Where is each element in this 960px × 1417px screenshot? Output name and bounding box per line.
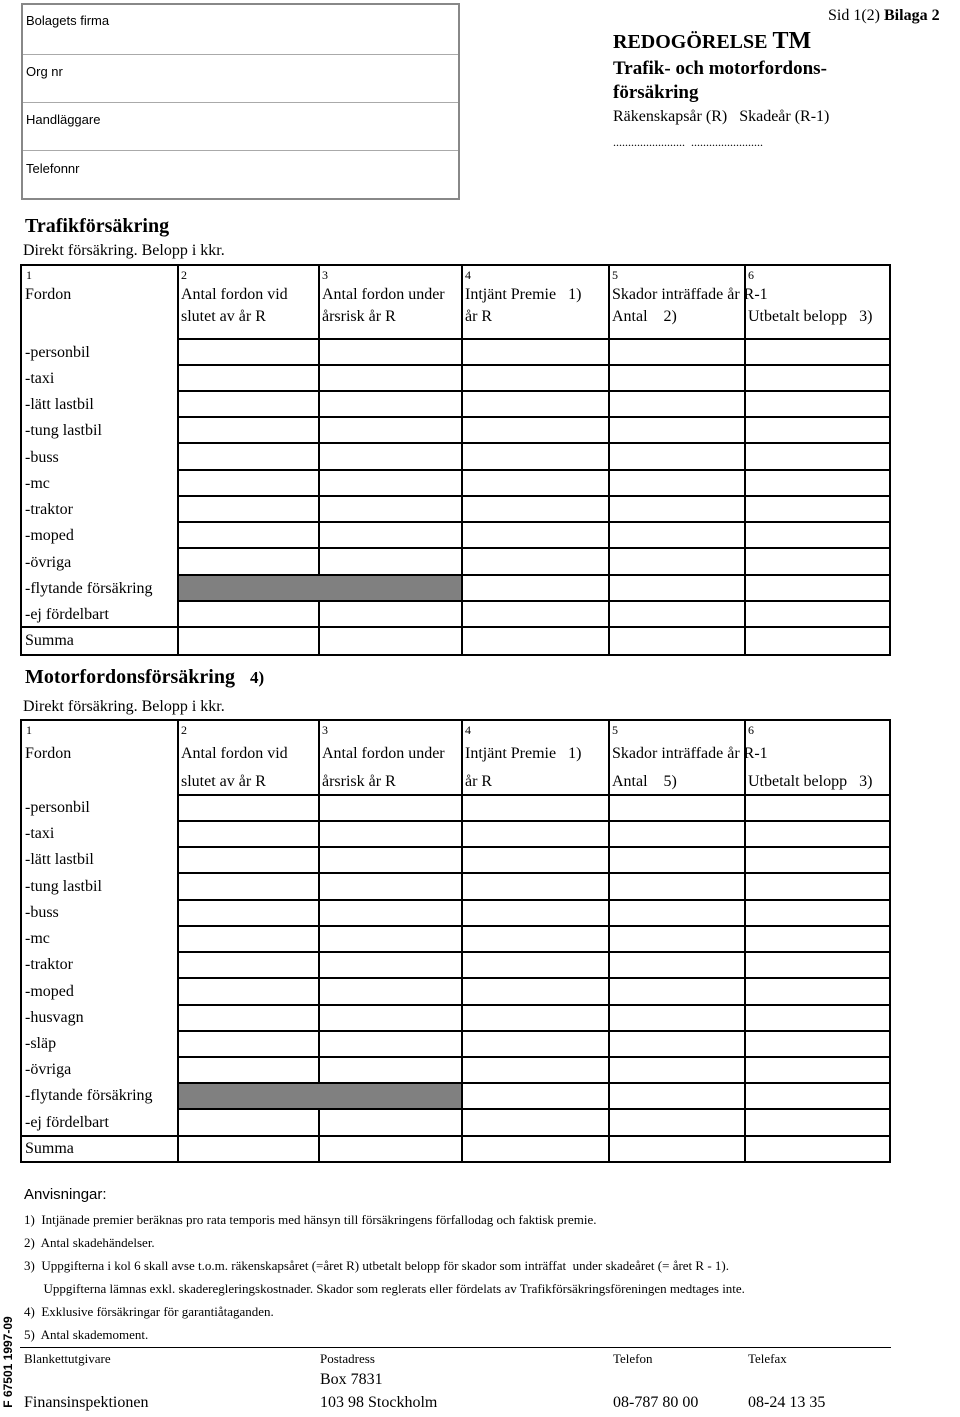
row-label-summa: Summa (25, 632, 74, 649)
col-header-antal-under: Antal fordon under (322, 745, 445, 762)
row-label: -flytande försäkring (25, 1087, 153, 1104)
row-label: -tung lastbil (25, 878, 102, 895)
note-item: 5) Antal skademoment. (24, 1327, 149, 1342)
col-number: 3 (322, 723, 328, 737)
col-header-utbetalt: Utbetalt belopp 3) (748, 773, 873, 790)
notes-title: Anvisningar: (24, 1186, 107, 1203)
note-item: Uppgifterna lämnas exkl. skaderegleringskostnader. Skador som reglerats eller fördelats av Trafikförsäkringsföreningen medtages inte. (24, 1281, 745, 1296)
row-label: -moped (25, 983, 74, 1000)
col-header-antal-vid-2: slutet av år R (181, 773, 266, 790)
row-label: -buss (25, 904, 59, 921)
row-label: -mc (25, 930, 50, 947)
report-title: REDOGÖRELSE TM (613, 28, 812, 54)
row-label: -moped (25, 527, 74, 544)
year-line: Räkenskapsår (R) Skadeår (R-1) (613, 108, 830, 125)
col-number: 6 (748, 723, 754, 737)
company-row[interactable] (23, 5, 458, 55)
footer-box: Box 7831 (320, 1371, 383, 1388)
footer-header-fax: Telefax (748, 1351, 787, 1366)
row-label: -taxi (25, 370, 55, 387)
col-number: 2 (181, 723, 187, 737)
col-header-utbetalt: Utbetalt belopp 3) (748, 308, 873, 325)
motor-subtitle: Direkt försäkring. Belopp i kkr. (23, 698, 225, 715)
col-number: 5 (612, 268, 618, 282)
phone-row[interactable] (23, 151, 458, 198)
row-label: -släp (25, 1035, 57, 1052)
org-nr-label: Org nr (26, 64, 63, 79)
col-header-antal-vid-2: slutet av år R (181, 308, 266, 325)
note-item: 2) Antal skadehändelser. (24, 1235, 155, 1250)
col-number: 6 (748, 268, 754, 282)
note-item: 1) Intjänade premier beräknas pro rata temporis med hänsyn till försäkringens förfallodag och faktisk premie. (24, 1212, 597, 1227)
col-header-fordon: Fordon (25, 286, 72, 303)
company-label: Bolagets firma (26, 13, 110, 28)
page-number: Sid 1(2) Bilaga 2 (828, 7, 940, 24)
row-label: -övriga (25, 1061, 72, 1078)
handler-row[interactable] (23, 103, 458, 151)
report-subtitle: Trafik- och motorfordons- försäkring (613, 58, 827, 103)
row-label-summa: Summa (25, 1140, 74, 1157)
col-header-premie-2: år R (465, 773, 493, 790)
col-number: 4 (465, 723, 471, 737)
col-number: 4 (465, 268, 471, 282)
traffic-shaded-cells (179, 576, 461, 600)
year-dots[interactable]: ........................ ........................ (613, 135, 763, 149)
note-item: 4) Exklusive försäkringar för garantiåtaganden. (24, 1304, 274, 1319)
row-label: -mc (25, 475, 50, 492)
row-label: -övriga (25, 554, 72, 571)
col-number: 2 (181, 268, 187, 282)
col-header-premie: Intjänt Premie 1) (465, 286, 582, 303)
col-header-skador: Skador inträffade år R-1 (612, 286, 768, 303)
traffic-title: Trafikförsäkring (25, 215, 170, 237)
col-header-antal: Antal 5) (612, 773, 677, 790)
note-item: 3) Uppgifterna i kol 6 skall avse t.o.m. räkenskapsåret (=året R) utbetalt belopp för skador som inträffat under skadeåret (= året R - 1). (24, 1258, 730, 1273)
col-number: 3 (322, 268, 328, 282)
footer-header-issuer: Blankettutgivare (24, 1351, 111, 1366)
row-label: -personbil (25, 344, 90, 361)
org-nr-row[interactable] (23, 55, 458, 103)
col-header-skador: Skador inträffade år R-1 (612, 745, 768, 762)
motor-shaded-cells (179, 1084, 461, 1108)
footer-header-phone: Telefon (613, 1351, 653, 1366)
row-label: -flytande försäkring (25, 580, 153, 597)
row-label: -personbil (25, 799, 90, 816)
col-header-premie-2: år R (465, 308, 493, 325)
form-id: F 67501 1997-09 (1, 1316, 15, 1408)
row-label: -ej fördelbart (25, 606, 109, 623)
col-header-fordon: Fordon (25, 745, 72, 762)
handler-label: Handläggare (26, 112, 101, 127)
row-label: -tung lastbil (25, 422, 102, 439)
footer-fax: 08-24 13 35 (748, 1394, 826, 1411)
col-header-antal-vid: Antal fordon vid (181, 286, 288, 303)
row-label: -ej fördelbart (25, 1114, 109, 1131)
row-label: -traktor (25, 501, 73, 518)
col-header-antal-under-2: årsrisk år R (322, 308, 396, 325)
row-label: -lätt lastbil (25, 851, 94, 868)
col-number: 5 (612, 723, 618, 737)
footer-city: 103 98 Stockholm (320, 1394, 438, 1411)
col-header-premie: Intjänt Premie 1) (465, 745, 582, 762)
footer-header-address: Postadress (320, 1351, 375, 1366)
footer-phone: 08-787 80 00 (613, 1394, 699, 1411)
row-label: -buss (25, 449, 59, 466)
row-label: -traktor (25, 956, 73, 973)
footer-issuer: Finansinspektionen (24, 1394, 149, 1411)
row-label: -husvagn (25, 1009, 84, 1026)
col-header-antal-under: Antal fordon under (322, 286, 445, 303)
col-header-antal-under-2: årsrisk år R (322, 773, 396, 790)
traffic-subtitle: Direkt försäkring. Belopp i kkr. (23, 242, 225, 259)
col-number: 1 (26, 723, 32, 737)
col-number: 1 (26, 268, 32, 282)
header-info-box (21, 3, 460, 200)
phone-label: Telefonnr (26, 161, 80, 176)
col-header-antal-vid: Antal fordon vid (181, 745, 288, 762)
row-label: -lätt lastbil (25, 396, 94, 413)
col-header-antal: Antal 2) (612, 308, 677, 325)
motor-title: Motorfordonsförsäkring 4) (25, 666, 265, 688)
traffic-table (20, 264, 891, 656)
row-label: -taxi (25, 825, 55, 842)
motor-table (20, 719, 891, 1163)
footer-divider (20, 1347, 891, 1348)
